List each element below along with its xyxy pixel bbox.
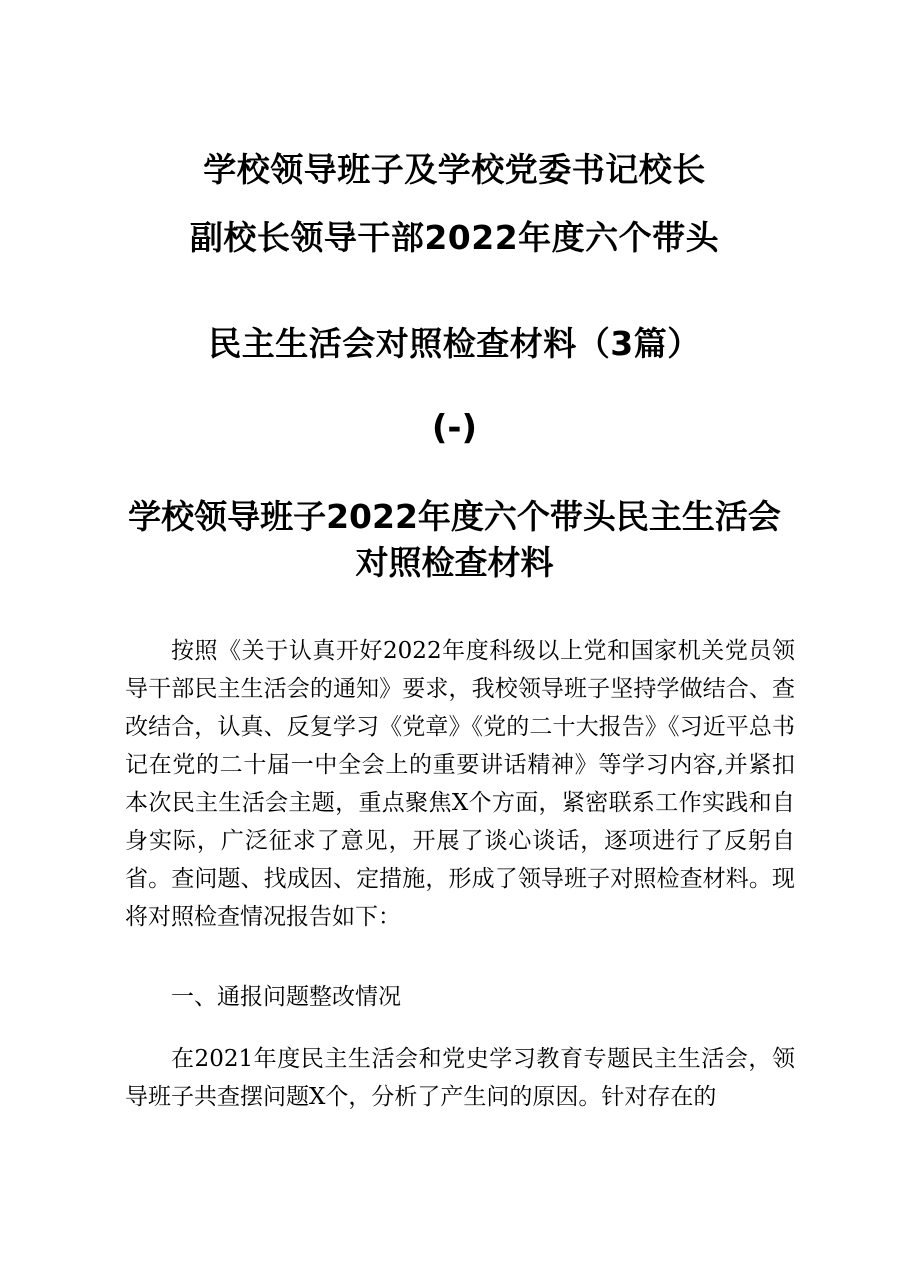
section-title-line-1: 学校领导班子2022年度六个带头民主生活会 xyxy=(128,497,781,536)
document-title-line-3: 民主生活会对照检查材料（3篇） xyxy=(208,324,701,363)
document-title-line-2: 副校长领导干部2022年度六个带头 xyxy=(189,218,720,257)
section-title-line-2: 对照检查材料 xyxy=(355,543,554,582)
section-heading-1: 一、通报问题整改情况 xyxy=(171,984,401,1010)
part-number: (-) xyxy=(431,408,478,448)
document-title-line-1: 学校领导班子及学校党委书记校长 xyxy=(203,150,706,189)
body-paragraph-rectification: 在2021年度民主生活会和党史学习教育专题民主生活会，领导班子共查摆问题X个，分析了产生问的原因。针对存在的 xyxy=(125,1046,795,1110)
body-paragraph-intro: 按照《关于认真开好2022年度科级以上党和国家机关党员领导干部民主生活会的通知》要求，我校领导班子坚持学做结合、查改结合，认真、反复学习《党章》《党的二十大报告》《习近平总书记在党的二十届一中全会上的重要讲话精神》等学习内容,并紧扣本次民主生活会主题，重点聚焦X个方面，紧密联系工作实践和自身实际，广泛征求了意见，开展了谈心谈话，逐项进行了反躬自省。查问题、找成因、定措施，形成了领导班子对照检查材料。现将对照检查情况报告如下： xyxy=(125,638,795,930)
